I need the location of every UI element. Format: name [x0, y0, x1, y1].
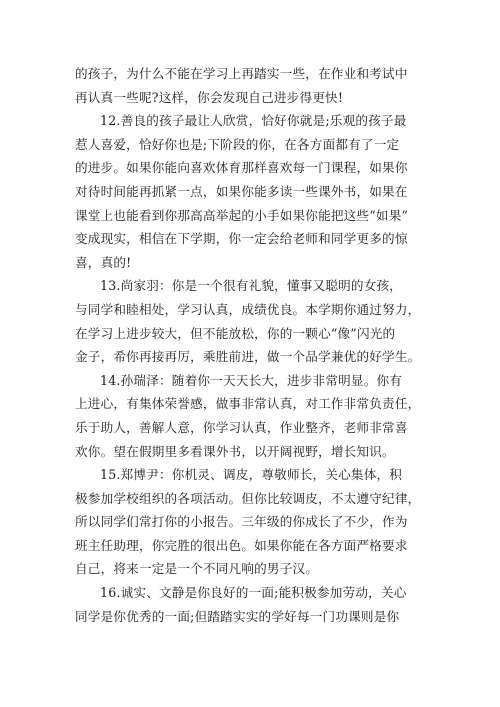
document-body — [75, 62, 435, 628]
text-line: 的孩子，为什么不能在学习上再踏实一些，在作业和考试中 — [75, 66, 408, 81]
text-line: 自己，将来一定是一个不同凡响的男子汉。 — [75, 561, 319, 577]
paragraph-start-12: 12.善良的孩子最让人欣赏，恰好你就是;乐观的孩子最 — [100, 113, 407, 129]
paragraph-start-14: 14.孙瑞泽：随着你一天天长大，进步非常明显。你有 — [100, 372, 403, 388]
text-line: 课堂上也能看到你那高高举起的小手如果你能把这些“如果” — [75, 207, 409, 223]
text-line: 金子，希你再接再厉，乘胜前进，做一个品学兼优的好学生。 — [75, 349, 421, 365]
text-line: 所以同学们常打你的小报告。三年级的你成长了不少，作为 — [75, 514, 408, 530]
text-line: 再认真一些呢?这样，你会发现自己进步得更快! — [75, 89, 344, 105]
text-line: 上进心，有集体荣誉感，做事非常认真，对工作非常负责任， — [75, 396, 421, 412]
paragraph-start-15: 15.郑博尹：你机灵、调皮，尊敬师长，关心集体，积 — [100, 467, 403, 483]
text-line: 班主任助理，你完胜的很出色。如果你能在各方面严格要求 — [75, 537, 408, 553]
text-line: 与同学和睦相处，学习认真，成绩优良。本学期你通过努力， — [75, 301, 421, 317]
text-line: 乐于助人，善解人意，你学习认真，作业整齐，老师非常喜 — [75, 419, 408, 435]
text-line: 同学是你优秀的一面;但踏踏实实的学好每一门功课则是你 — [75, 608, 400, 624]
paragraph-start-13: 13.尚家羽：你是一个很有礼貌，懂事又聪明的女孩， — [100, 278, 403, 294]
text-line: 变成现实，相信在下学期，你一定会给老师和同学更多的惊 — [75, 231, 408, 247]
paragraph-start-16: 16.诚实、文静是你良好的一面;能积极参加劳动，关心 — [100, 585, 407, 601]
text-line: 惹人喜爱，恰好你也是;下阶段的你，在各方面都有了一定 — [75, 136, 400, 152]
text-line: 欢你。望在假期里多看课外书，以开阔视野，增长知识。 — [75, 443, 395, 459]
text-line: 对待时间能再抓紧一点，如果你能多读一些课外书，如果在 — [75, 183, 408, 199]
text-line: 的进步。如果你能向喜欢体育那样喜欢每一门课程，如果你 — [75, 160, 408, 176]
text-line: 喜，真的! — [75, 254, 132, 270]
text-line: 在学习上进步较大，但不能放松，你的一颗心“像”闪光的 — [75, 325, 396, 341]
text-line: 极参加学校组织的各项活动。但你比较调皮，不太遵守纪律， — [75, 490, 421, 506]
